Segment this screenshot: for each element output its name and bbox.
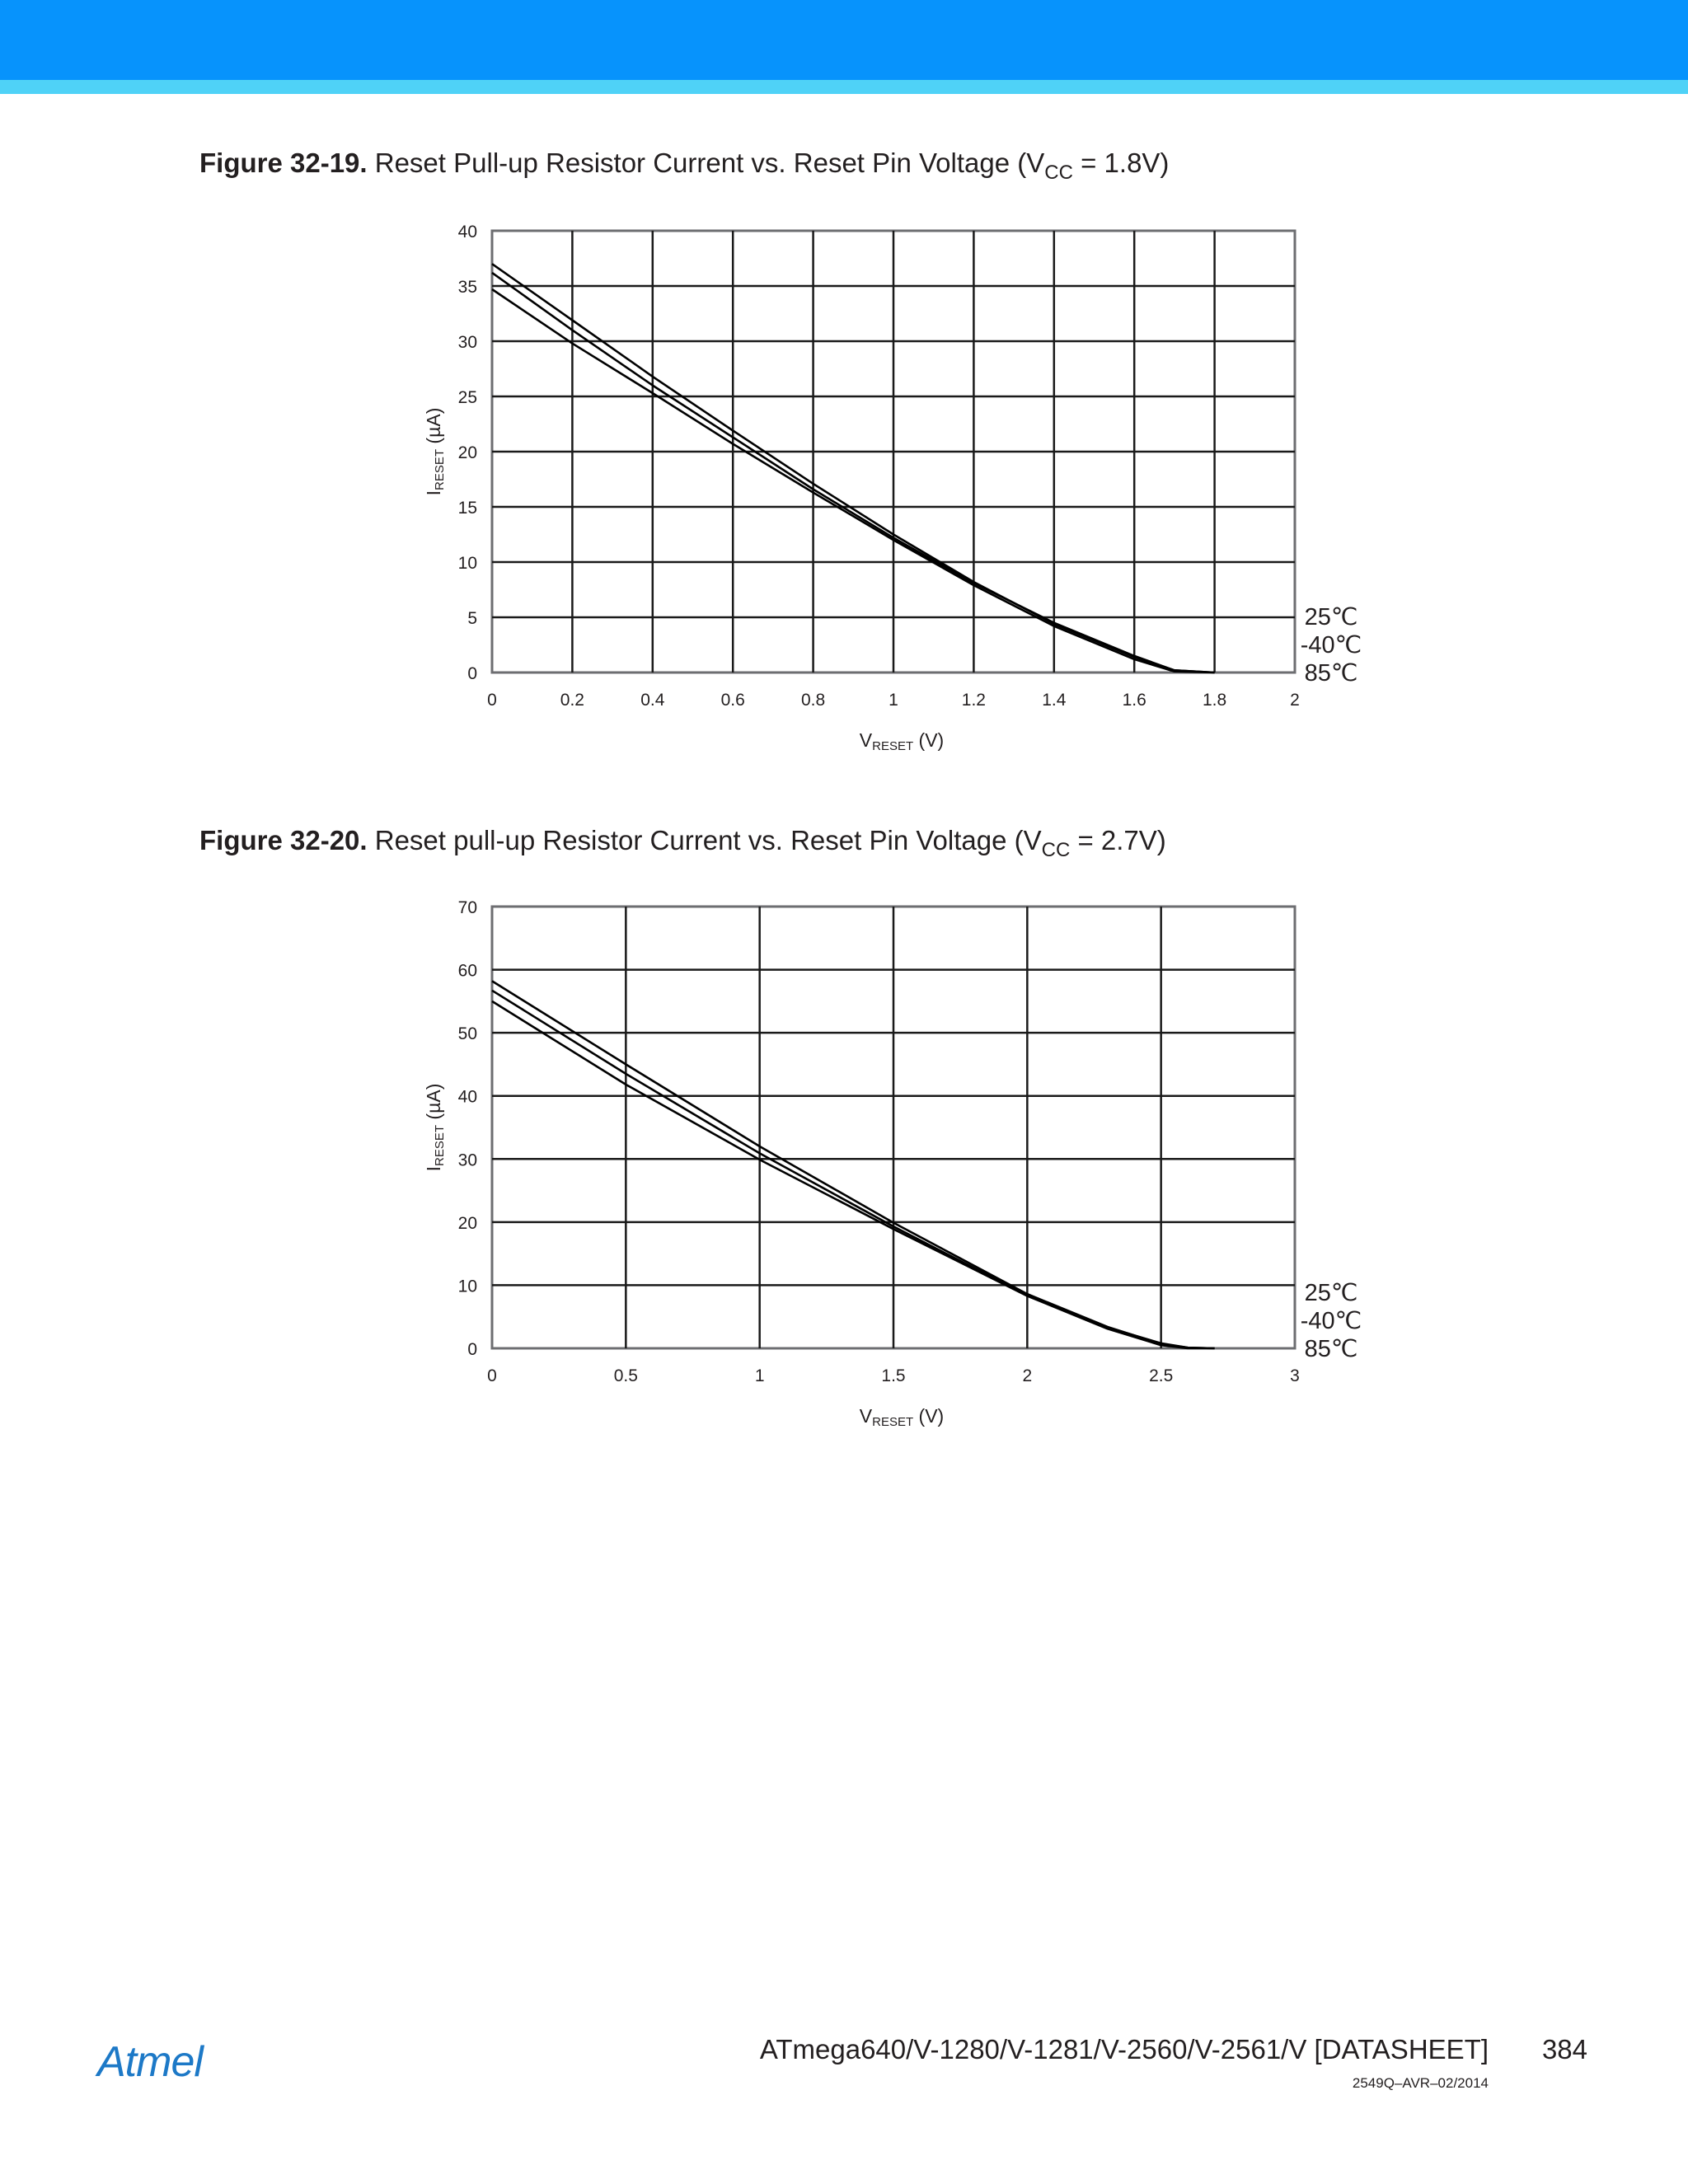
x-tick-label: 2: [1290, 691, 1300, 710]
y-axis-label: IRESET (µA): [423, 1083, 447, 1172]
x-tick-label: 0: [487, 691, 497, 710]
series-line: [492, 273, 1215, 673]
y-tick-label: 40: [457, 1087, 477, 1107]
y-tick-label: 20: [457, 443, 477, 462]
x-tick-label: 0.2: [560, 691, 585, 710]
figure-title: Reset pull-up Resistor Current vs. Reset Pin Voltage (V: [374, 825, 1042, 855]
figure-caption-1: [199, 147, 1169, 183]
figure-title-end: = 2.7V): [1070, 825, 1166, 855]
x-tick-label: 1: [754, 1366, 765, 1385]
page-number: 384: [1541, 2034, 1587, 2064]
y-tick-label: 15: [457, 499, 477, 518]
y-tick-label: 0: [467, 664, 477, 683]
legend-entry: 25℃: [1304, 1280, 1358, 1306]
x-tick-label: 0.5: [613, 1366, 638, 1385]
legend-entry: -40℃: [1300, 1308, 1362, 1334]
y-tick-label: 10: [457, 1277, 477, 1296]
chart-vcc-1-8: [0, 214, 1401, 775]
series-line: [492, 264, 1215, 673]
series-line: [492, 981, 1215, 1348]
y-tick-label: 20: [457, 1213, 477, 1233]
y-tick-label: 40: [457, 223, 477, 241]
header-strip: [0, 80, 1688, 94]
y-tick-label: 25: [457, 388, 477, 407]
atmel-logo: Atmel: [97, 2038, 203, 2086]
y-tick-label: 30: [457, 1151, 477, 1170]
series-line: [492, 1001, 1215, 1348]
figure-caption-2: [199, 824, 1166, 860]
x-tick-label: 2.5: [1149, 1366, 1174, 1385]
x-tick-label: 1.2: [961, 691, 987, 710]
y-tick-label: 10: [457, 554, 477, 573]
x-tick-label: 1.5: [881, 1366, 906, 1385]
chart-vcc-1-8-svg: [0, 214, 1401, 775]
y-tick-label: 5: [467, 609, 477, 628]
figure-title-end: = 1.8V): [1072, 148, 1170, 178]
figure-title-subscript: CC: [1044, 162, 1073, 184]
y-axis-label: IRESET (µA): [423, 407, 447, 496]
x-tick-label: 1.8: [1202, 691, 1227, 710]
y-tick-label: 30: [457, 333, 477, 352]
y-tick-label: 60: [457, 961, 477, 981]
x-tick-label: 0.4: [640, 691, 665, 710]
x-tick-label: 1: [889, 691, 898, 710]
figure-title: Reset Pull-up Resistor Current vs. Reset Pin Voltage (V: [374, 148, 1045, 178]
x-tick-label: 2: [1022, 1366, 1033, 1385]
figure-title-subscript: CC: [1041, 839, 1071, 861]
x-axis-label: VRESET (V): [859, 1405, 945, 1429]
x-tick-label: 0: [487, 1366, 497, 1385]
legend-entry: -40℃: [1300, 632, 1362, 658]
figure-number: Figure 32-20.: [199, 825, 368, 855]
footer-doc-title: ATmega640/V-1280/V-1281/V-2560/V-2561/V [DATASHEET]: [759, 2034, 1489, 2064]
y-tick-label: 70: [457, 898, 477, 917]
x-tick-label: 0.6: [720, 691, 745, 710]
legend-entry: 85℃: [1304, 1336, 1358, 1362]
x-tick-label: 1.6: [1122, 691, 1146, 710]
series-line: [492, 991, 1215, 1348]
x-tick-label: 1.4: [1042, 691, 1067, 710]
header-bar: [0, 0, 1688, 80]
x-tick-label: 3: [1290, 1366, 1300, 1385]
chart-vcc-2-7-svg: [0, 890, 1401, 1451]
y-tick-label: 50: [457, 1024, 477, 1044]
legend-entry: 85℃: [1304, 660, 1358, 687]
legend-entry: 25℃: [1304, 604, 1358, 630]
doc-code: 2549Q–AVR–02/2014: [1352, 2075, 1489, 2091]
x-tick-label: 0.8: [800, 691, 826, 710]
chart-vcc-2-7: [0, 890, 1401, 1451]
y-tick-label: 35: [457, 278, 477, 297]
x-axis-label: VRESET (V): [859, 729, 945, 753]
y-tick-label: 0: [467, 1340, 477, 1359]
series-line: [492, 289, 1215, 673]
figure-number: Figure 32-19.: [199, 148, 368, 178]
